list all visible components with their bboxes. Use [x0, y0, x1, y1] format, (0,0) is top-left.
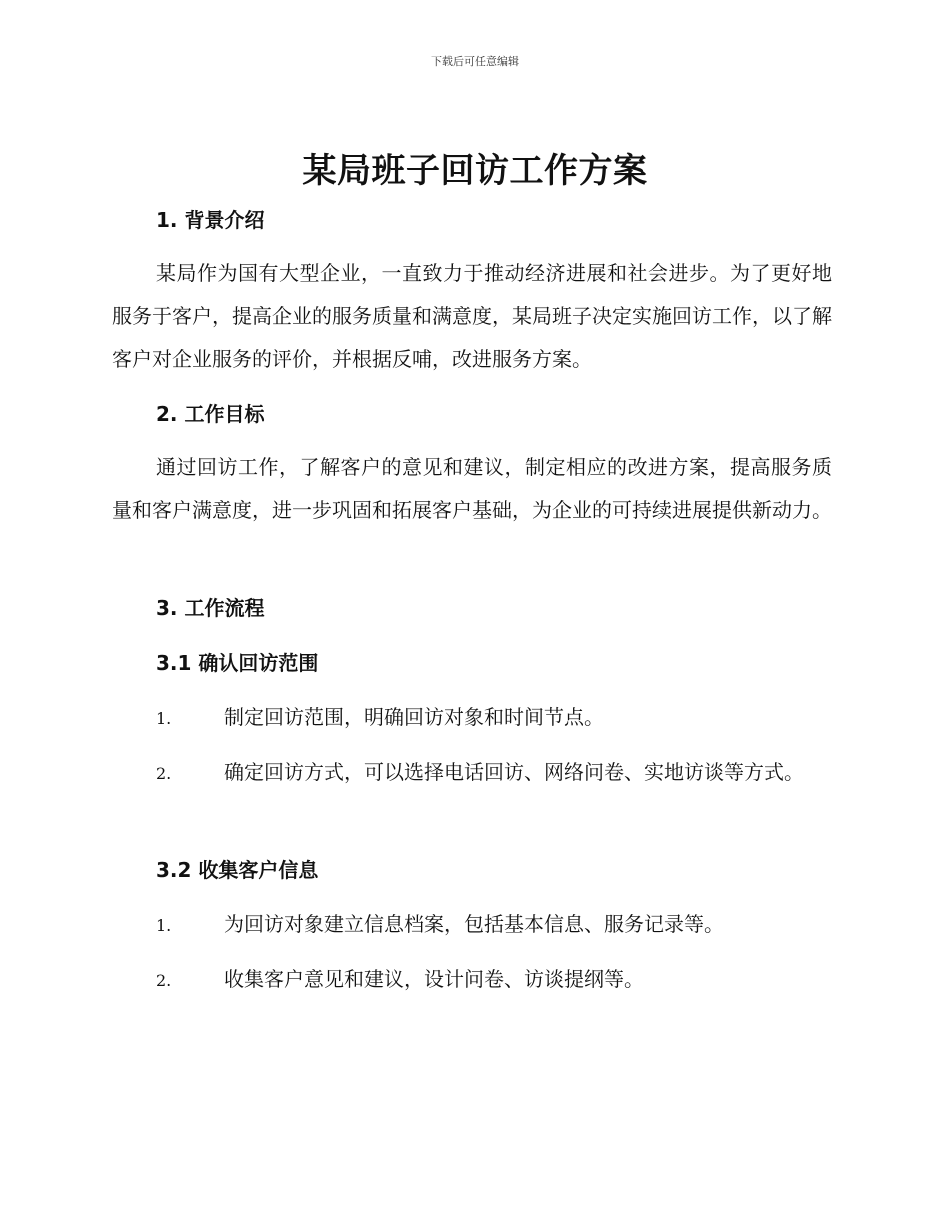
- list-item: [112, 696, 812, 740]
- list-text: 为回访对象建立信息档案，包括基本信息、服务记录等。: [224, 912, 724, 936]
- document-title: 某局班子回访工作方案: [302, 151, 648, 191]
- list-number: 1.: [156, 709, 172, 728]
- section-heading-goal: 2. 工作目标: [156, 402, 265, 426]
- list-number: 2.: [156, 971, 172, 990]
- list-item: [112, 751, 812, 795]
- list-text: 收集客户意见和建议，设计问卷、访谈提纲等。: [224, 967, 644, 991]
- subsection-heading-scope: 3.1 确认回访范围: [156, 651, 319, 675]
- header-note: 下载后可任意编辑: [431, 55, 519, 68]
- list-item: [112, 903, 812, 947]
- background-paragraph: 某局作为国有大型企业，一直致力于推动经济进展和社会进步。为了更好地服务于客户，提高企业的服务质量和满意度，某局班子决定实施回访工作，以了解客户对企业服务的评价，并根据反哺，改进服务方案。: [112, 261, 832, 371]
- goal-paragraph: 通过回访工作，了解客户的意见和建议，制定相应的改进方案，提高服务质量和客户满意度，进一步巩固和拓展客户基础，为企业的可持续进展提供新动力。: [112, 455, 832, 522]
- list-text: 制定回访范围，明确回访对象和时间节点。: [224, 705, 604, 729]
- subsection-heading-collect: 3.2 收集客户信息: [156, 858, 319, 882]
- list-item: [112, 958, 812, 1002]
- section-heading-background: 1. 背景介绍: [156, 208, 265, 232]
- section-heading-process: 3. 工作流程: [156, 596, 265, 620]
- list-text: 确定回访方式，可以选择电话回访、网络问卷、实地访谈等方式。: [224, 760, 804, 784]
- list-number: 2.: [156, 764, 172, 783]
- list-number: 1.: [156, 916, 172, 935]
